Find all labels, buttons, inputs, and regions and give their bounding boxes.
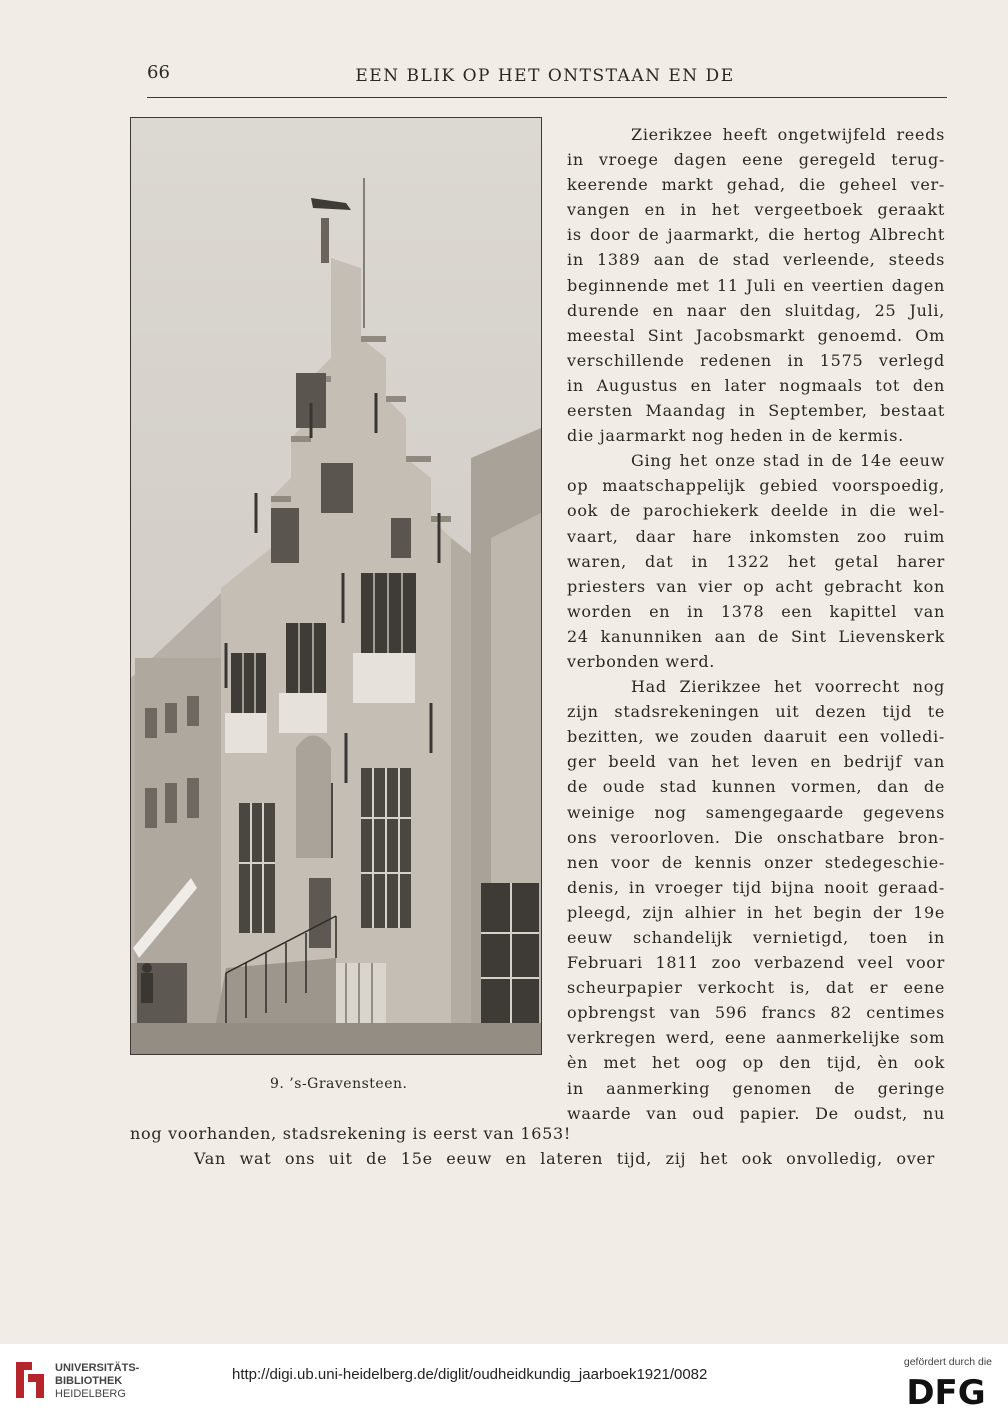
photo-plate — [130, 117, 542, 1055]
text-line: eeuw schandelijk vernietigd, toen in — [567, 928, 945, 947]
text-line: Ging het onze stad in de 14e eeuw — [631, 451, 945, 471]
text-line: worden en in 1378 een kapittel van — [567, 601, 945, 621]
text-line: beginnende met 11 Juli en veertien dagen — [567, 275, 945, 295]
text-line: op maatschappelijk gebied voorspoedig, — [567, 476, 945, 496]
text-line: die jaarmarkt nog heden in de kermis. — [567, 426, 904, 446]
dfg-logo — [898, 1374, 994, 1408]
text-line: waren, dat in 1322 het getal harer — [567, 551, 945, 571]
text-line: èn met het oog op den tijd, èn ook — [567, 1053, 945, 1073]
text-line: Had Zierikzee het voorrecht nog — [631, 677, 945, 697]
text-line: is door de jaarmarkt, die hertog Albrecht — [567, 225, 945, 245]
text-line: keerende markt gehad, die geheel ver- — [567, 175, 945, 195]
text-line: pleegd, zijn alhier in het begin der 19e — [567, 902, 945, 922]
text-line: in 1389 aan de stad verleende, steeds — [567, 250, 945, 270]
text-line: scheurpapier verkocht is, dat er eene — [567, 978, 945, 998]
text-line: priesters van vier op acht gebracht kon — [567, 576, 945, 596]
text-line: waarde van oud papier. De oudst, nu — [567, 1103, 945, 1123]
text-line: meestal Sint Jacobsmarkt genoemd. Om — [567, 325, 945, 345]
running-title: EEN BLIK OP HET ONTSTAAN EN DE — [355, 66, 735, 86]
text-line: ger beeld van het leven en bedrijf van — [567, 752, 945, 772]
text-line: Van wat ons uit de 15e eeuw en lateren tijd, zij het ook onvolledig, over — [194, 1149, 935, 1169]
figure-caption: 9. ’s-Gravensteen. — [270, 1076, 408, 1092]
text-line: eersten Maandag in September, bestaat — [567, 401, 945, 421]
text-line: denis, in vroeger tijd bijna nooit geraad- — [567, 877, 945, 897]
text-line: verkregen werd, eene aanmerkelijke som — [567, 1028, 945, 1048]
text-line: zijn stadsrekeningen uit dezen tijd te — [567, 702, 945, 722]
text-line: nen voor de kennis onzer stedegeschie- — [567, 852, 945, 872]
text-line: ook de parochiekerk deelde in die wel- — [567, 501, 945, 521]
library-logo-icon — [12, 1360, 48, 1400]
text-line: de oude stad kunnen vormen, dan de — [567, 777, 945, 797]
text-line: in Augustus en later nogmaals tot den — [567, 375, 945, 395]
text-line: in vroege dagen eene geregeld terug- — [567, 150, 945, 170]
text-line: nog voorhanden, stadsrekening is eerst van 1653! — [130, 1124, 571, 1143]
text-full-width — [130, 1121, 935, 1171]
building-photo — [131, 118, 541, 1054]
library-name-line: HEIDELBERG — [55, 1388, 126, 1400]
header-rule — [147, 97, 947, 98]
funder-label: gefördert durch die — [903, 1356, 992, 1368]
text-line: weinige nog samengegaarde gegevens — [567, 802, 945, 822]
text-line: verschillende redenen in 1575 verlegd — [567, 350, 945, 370]
library-name-line: UNIVERSITÄTS- — [55, 1362, 140, 1374]
text-line: ons veroorloven. Die onschatbare bron- — [567, 827, 945, 847]
page-number: 66 — [147, 62, 170, 83]
text-line: verbonden werd. — [567, 651, 716, 671]
library-name-line: BIBLIOTHEK — [55, 1375, 123, 1387]
text-line: bezitten, we zouden daaruit een volledi- — [567, 727, 945, 747]
text-column — [567, 122, 945, 1126]
text-line: Zierikzee heeft ongetwijfeld reeds — [631, 125, 945, 144]
footer-bar — [0, 1344, 1008, 1419]
text-line: in aanmerking genomen de geringe — [567, 1078, 945, 1098]
library-name — [55, 1362, 139, 1401]
dfg-logo-text: DFG — [906, 1374, 986, 1408]
text-line: Februari 1811 zoo verbazend veel voor — [567, 953, 945, 973]
text-line: durende en naar den sluitdag, 25 Juli, — [567, 300, 945, 320]
permalink[interactable]: http://digi.ub.uni-heidelberg.de/diglit/oudheidkundig_jaarboek1921/0082 — [232, 1366, 708, 1383]
text-line: opbrengst van 596 francs 82 centimes — [567, 1003, 945, 1023]
text-line: vangen en in het vergeetboek geraakt — [567, 200, 945, 220]
text-line: vaart, daar hare inkomsten zoo ruim — [567, 526, 945, 546]
text-line: 24 kanunniken aan de Sint Lievenskerk — [567, 626, 945, 646]
